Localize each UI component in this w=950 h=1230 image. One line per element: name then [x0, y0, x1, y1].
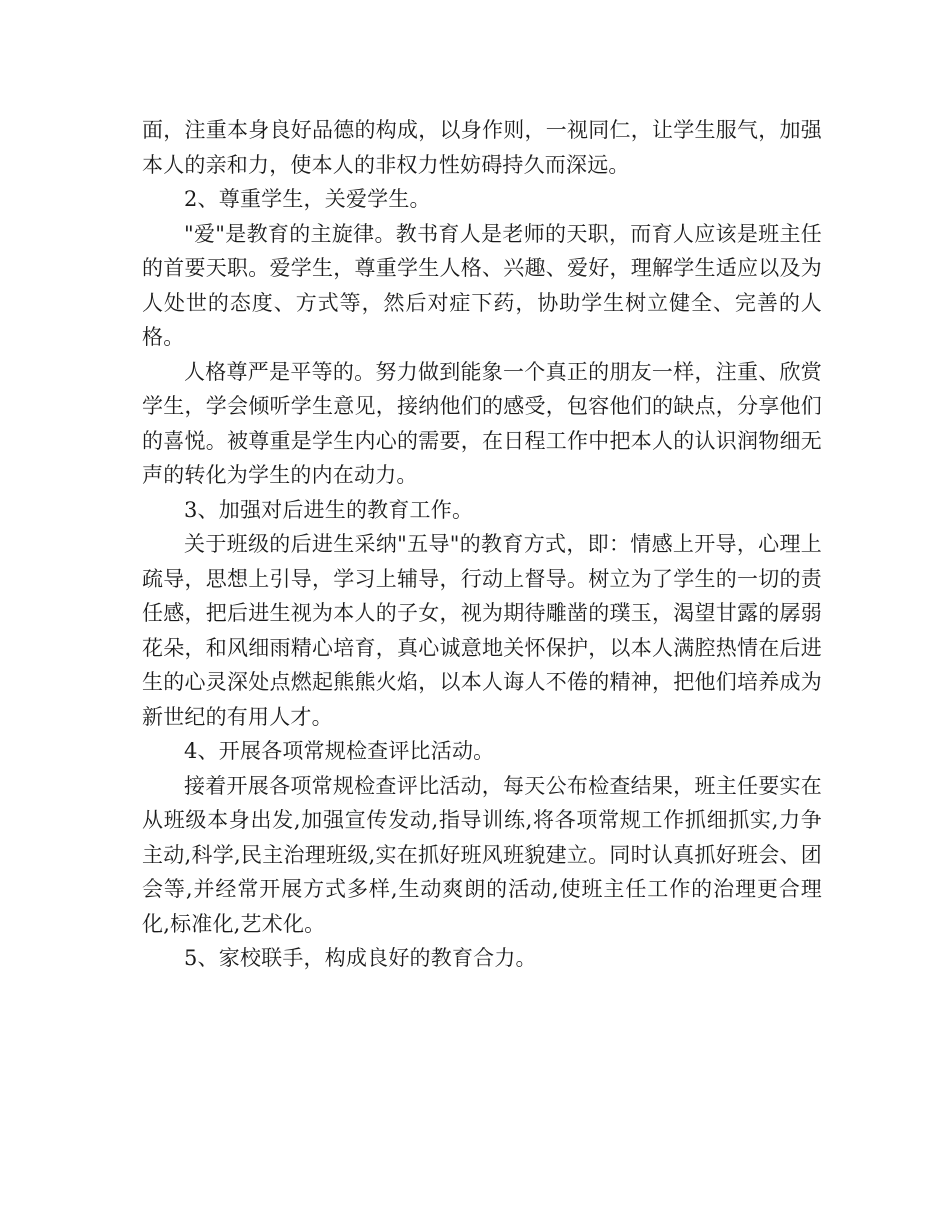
section-heading-2: 2、尊重学生，关爱学生。	[184, 187, 431, 211]
paragraph-inspection: 接着开展各项常规检查评比活动，每天公布检查结果，班主任要实在从班级本身出发,加强宣传发动,指导训练,将各项常规工作抓细抓实,力争主动,科学,民主治理班级,实在抓好班风班貌建立。同时认真抓好班会、团会等,并经常开展方式多样,生动爽朗的活动,使班主任工作的治理更合理化,标准化,艺术化。	[142, 773, 822, 936]
section-heading-4: 4、开展各项常规检查评比活动。	[184, 739, 495, 763]
section-heading-3: 3、加强对后进生的教育工作。	[184, 497, 474, 522]
paragraph-continued: 面，注重本身良好品德的构成，以身作则，一视同仁，让学生服气，加强本人的亲和力，使本人的非权力性妨碍持久而深远。	[142, 118, 822, 177]
paragraph-dignity: 人格尊严是平等的。努力做到能象一个真正的朋友一样，注重、欣赏学生，学会倾听学生意见，接纳他们的感受，包容他们的缺点，分享他们的喜悦。被尊重是学生内心的需要，在日程工作中把本人的认识润物细无声的转化为学生的内在动力。	[142, 359, 822, 487]
document-body	[142, 113, 822, 976]
section-heading-5: 5、家校联手，构成良好的教育合力。	[184, 946, 537, 970]
paragraph-love: "爱"是教育的主旋律。教书育人是老师的天职，而育人应该是班主任的首要天职。爱学生，尊重学生人格、兴趣、爱好，理解学生适应以及为人处世的态度、方式等，然后对症下药，协助学生树立健全、完善的人格。	[142, 221, 822, 349]
paragraph-underachievers: 关于班级的后进生采纳"五导"的教育方式，即：情感上开导，心理上疏导，思想上引导，学习上辅导，行动上督导。树立为了学生的一切的责任感，把后进生视为本人的子女，视为期待雕凿的璞玉，渴望甘露的孱弱花朵，和风细雨精心培育，真心诚意地关怀保护，以本人满腔热情在后进生的心灵深处点燃起熊熊火焰，以本人诲人不倦的精神，把他们培养成为新世纪的有用人才。	[142, 532, 822, 729]
